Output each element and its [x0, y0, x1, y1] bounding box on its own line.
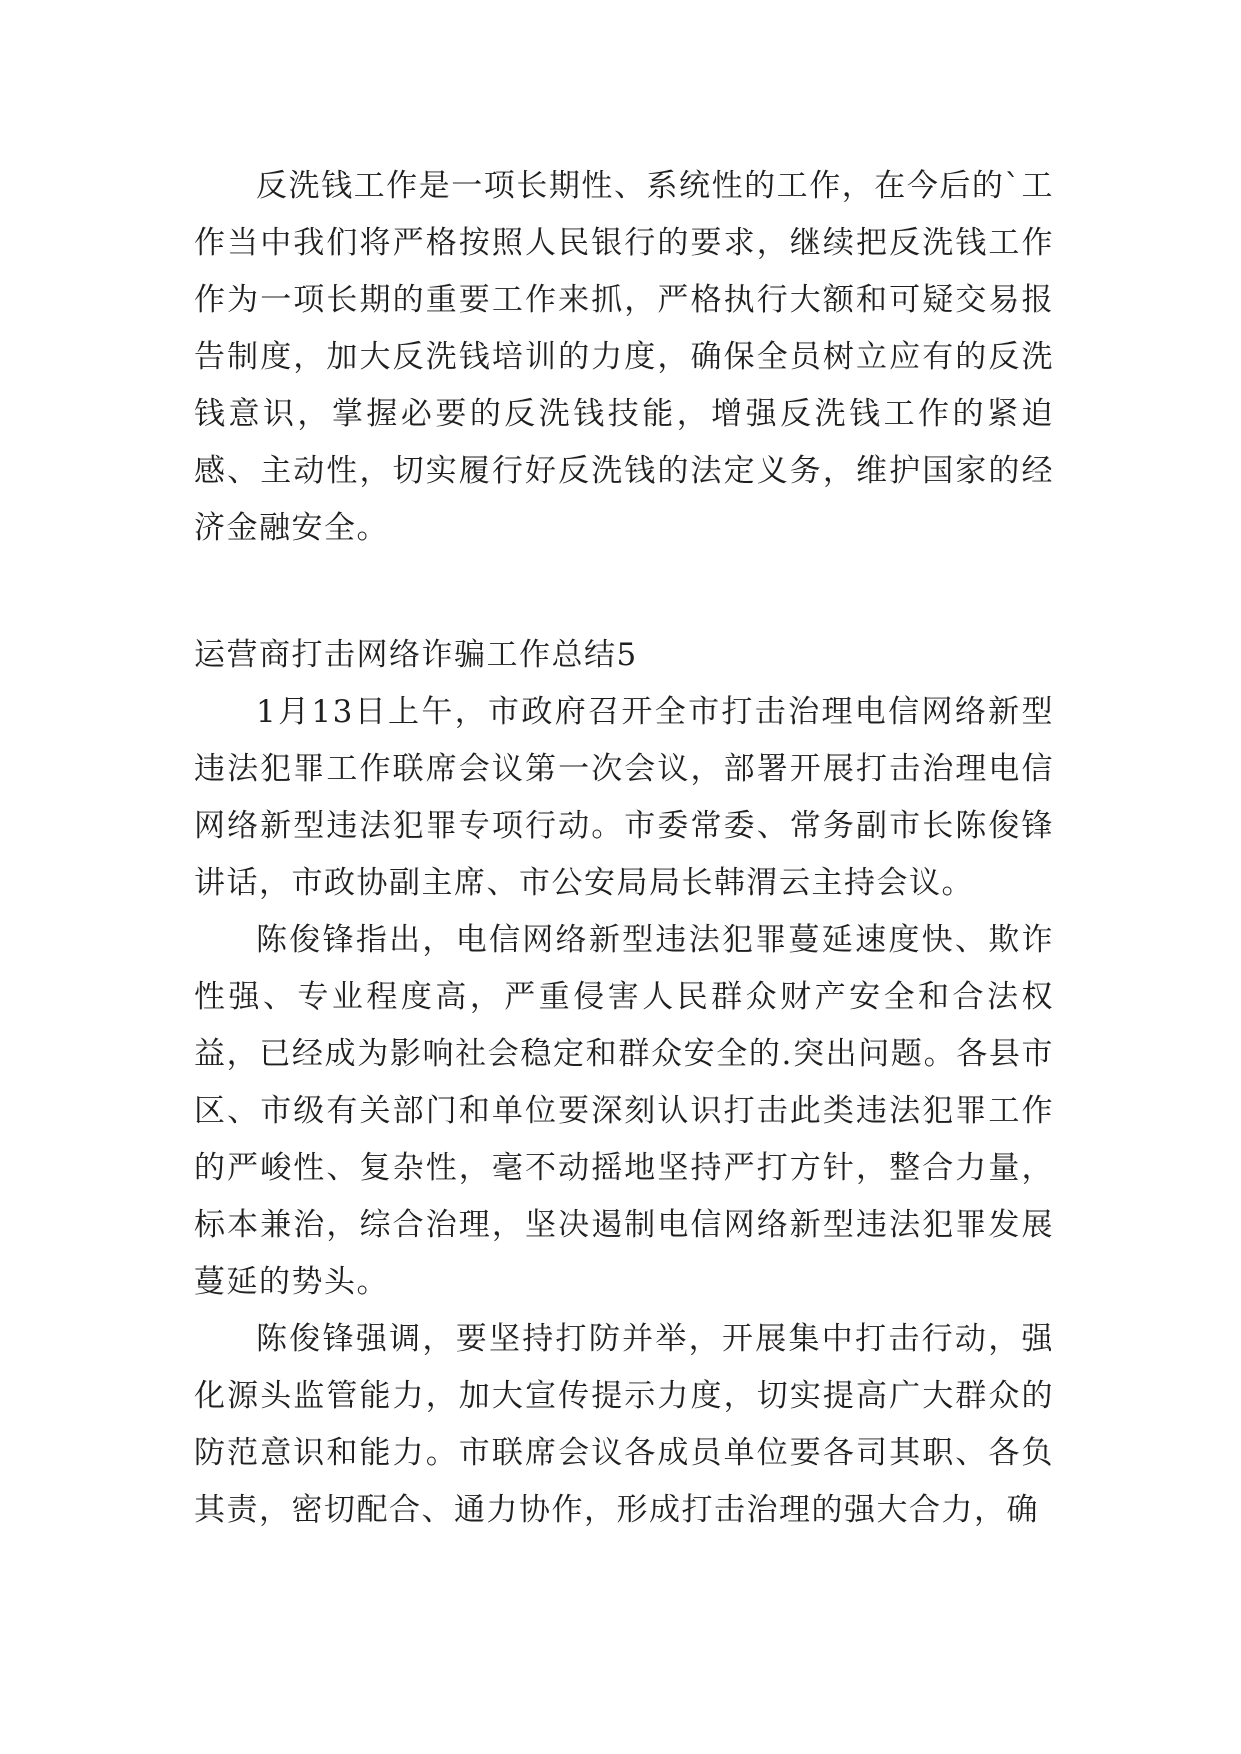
section-body — [194, 684, 1054, 1539]
body-paragraph: 1月13日上午，市政府召开全市打击治理电信网络新型违法犯罪工作联席会议第一次会议，部署开展打击治理电信网络新型违法犯罪专项行动。市委常委、常务副市长陈俊锋讲话，市政协副主席、市公安局局长韩渭云主持会议。 — [194, 694, 1054, 901]
section-title: 运营商打击网络诈骗工作总结5 — [194, 637, 638, 673]
body-paragraph: 反洗钱工作是一项长期性、系统性的工作，在今后的`工作当中我们将严格按照人民银行的要求，继续把反洗钱工作作为一项长期的重要工作来抓，严格执行大额和可疑交易报告制度，加大反洗钱培训的力度，确保全员树立应有的反洗钱意识，掌握必要的反洗钱技能，增强反洗钱工作的紧迫感、主动性，切实履行好反洗钱的法定义务，维护国家的经济金融安全。 — [194, 168, 1054, 546]
paragraph-anti-money-laundering — [194, 158, 1054, 557]
body-paragraph: 陈俊锋指出，电信网络新型违法犯罪蔓延速度快、欺诈性强、专业程度高，严重侵害人民群众财产安全和合法权益，已经成为影响社会稳定和群众安全的.突出问题。各县市区、市级有关部门和单位要深刻认识打击此类违法犯罪工作的严峻性、复杂性，毫不动摇地坚持严打方针，整合力量，标本兼治，综合治理，坚决遏制电信网络新型违法犯罪发展蔓延的势头。 — [194, 922, 1054, 1300]
body-paragraph: 陈俊锋强调，要坚持打防并举，开展集中打击行动，强化源头监管能力，加大宣传提示力度，切实提高广大群众的防范意识和能力。市联席会议各成员单位要各司其职、各负其责，密切配合、通力协作，形成打击治理的强大合力，确 — [194, 1321, 1054, 1528]
